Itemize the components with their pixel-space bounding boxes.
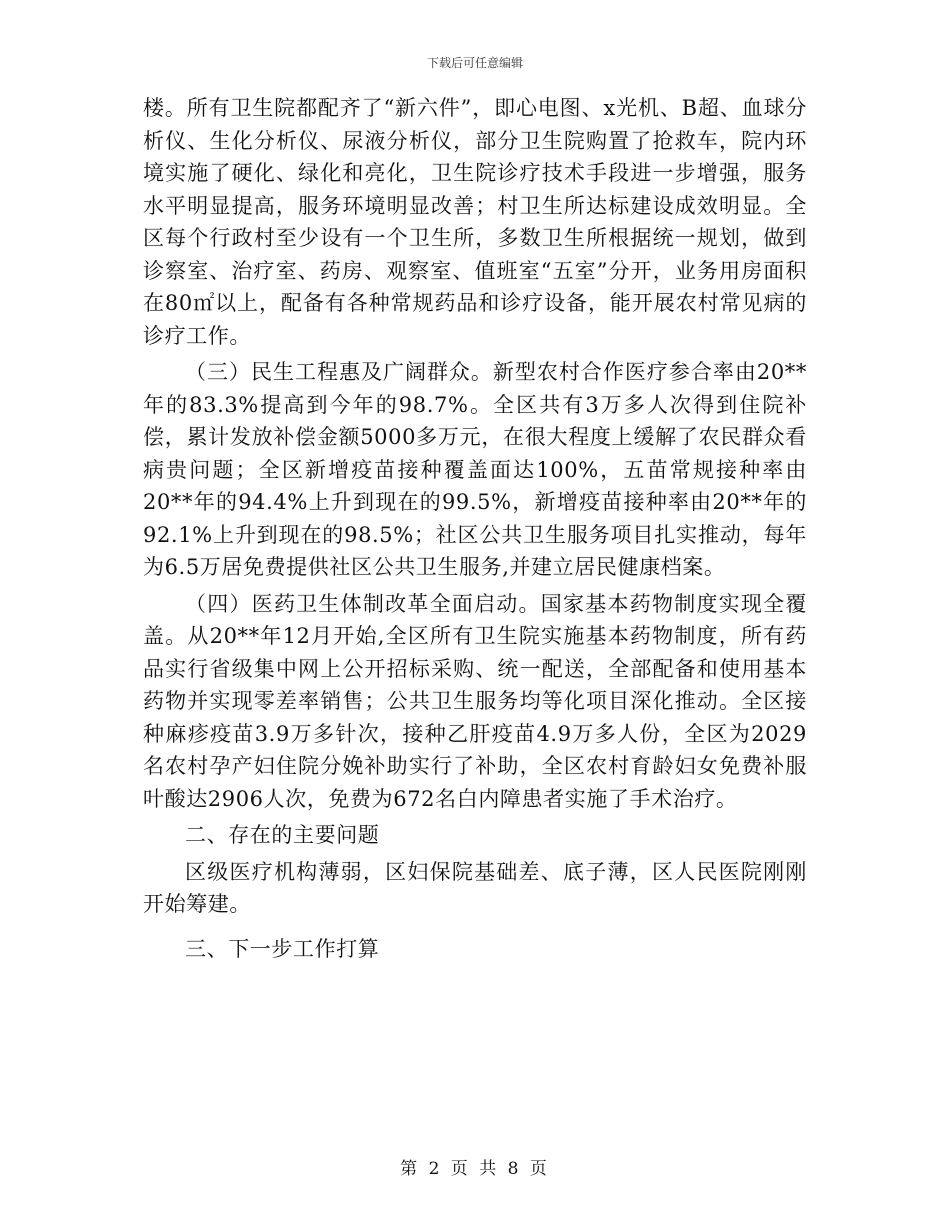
page-header-note: 下载后可任意编辑 [426, 56, 523, 70]
document-body [143, 92, 807, 965]
heading-next-steps: 三、下一步工作打算 [185, 936, 380, 961]
heading-main-problems: 二、存在的主要问题 [185, 823, 380, 847]
paragraph-continuation: 楼。所有卫生院都配齐了“新六件”，即心电图、x光机、B超、血球分析仪、生化分析仪、尿液分析仪，部分卫生院购置了抢救车，院内环境实施了硬化、绿化和亮化，卫生院诊疗技术手段进一步增强，服务水平明显提高，服务环境明显改善；村卫生所达标建设成效明显。全区每个行政村至少设有一个卫生所，多数卫生所根据统一规划，做到诊察室、治疗室、药房、观察室、值班室“五室”分开，业务用房面积在80㎡以上，配备有各种常规药品和诊疗设备，能开展农村常见病的诊疗工作。 [143, 96, 807, 348]
page-number-footer: 第 2 页 共 8 页 [400, 1159, 550, 1179]
paragraph-problems: 区级医疗机构薄弱，区妇保院基础差、底子薄，区人民医院刚刚开始筹建。 [143, 859, 807, 916]
paragraph-section-three: （三）民生工程惠及广阔群众。新型农村合作医疗参合率由20**年的83.3%提高到今年的98.7%。全区共有3万多人次得到住院补偿，累计发放补偿金额5000多万元，在很大程度上缓解了农民群众看病贵问题；全区新增疫苗接种覆盖面达100%，五苗常规接种率由20**年的94.4%上升到现在的99.5%，新增疫苗接种率由20**年的92.1%上升到现在的98.5%；社区公共卫生服务项目扎实推动，每年为6.5万居免费提供社区公共卫生服务,并建立居民健康档案。 [143, 360, 807, 579]
paragraph-section-four: （四）医药卫生体制改革全面启动。国家基本药物制度实现全覆盖。从20**年12月开始,全区所有卫生院实施基本药物制度，所有药品实行省级集中网上公开招标采购、统一配送，全部配备和使用基本药物并实现零差率销售；公共卫生服务均等化项目深化推动。全区接种麻疹疫苗3.9万多针次，接种乙肝疫苗4.9万多人份，全区为2029名农村孕产妇住院分娩补助实行了补助，全区农村育龄妇女免费补服叶酸达2906人次，免费为672名白内障患者实施了手术治疗。 [143, 591, 807, 811]
